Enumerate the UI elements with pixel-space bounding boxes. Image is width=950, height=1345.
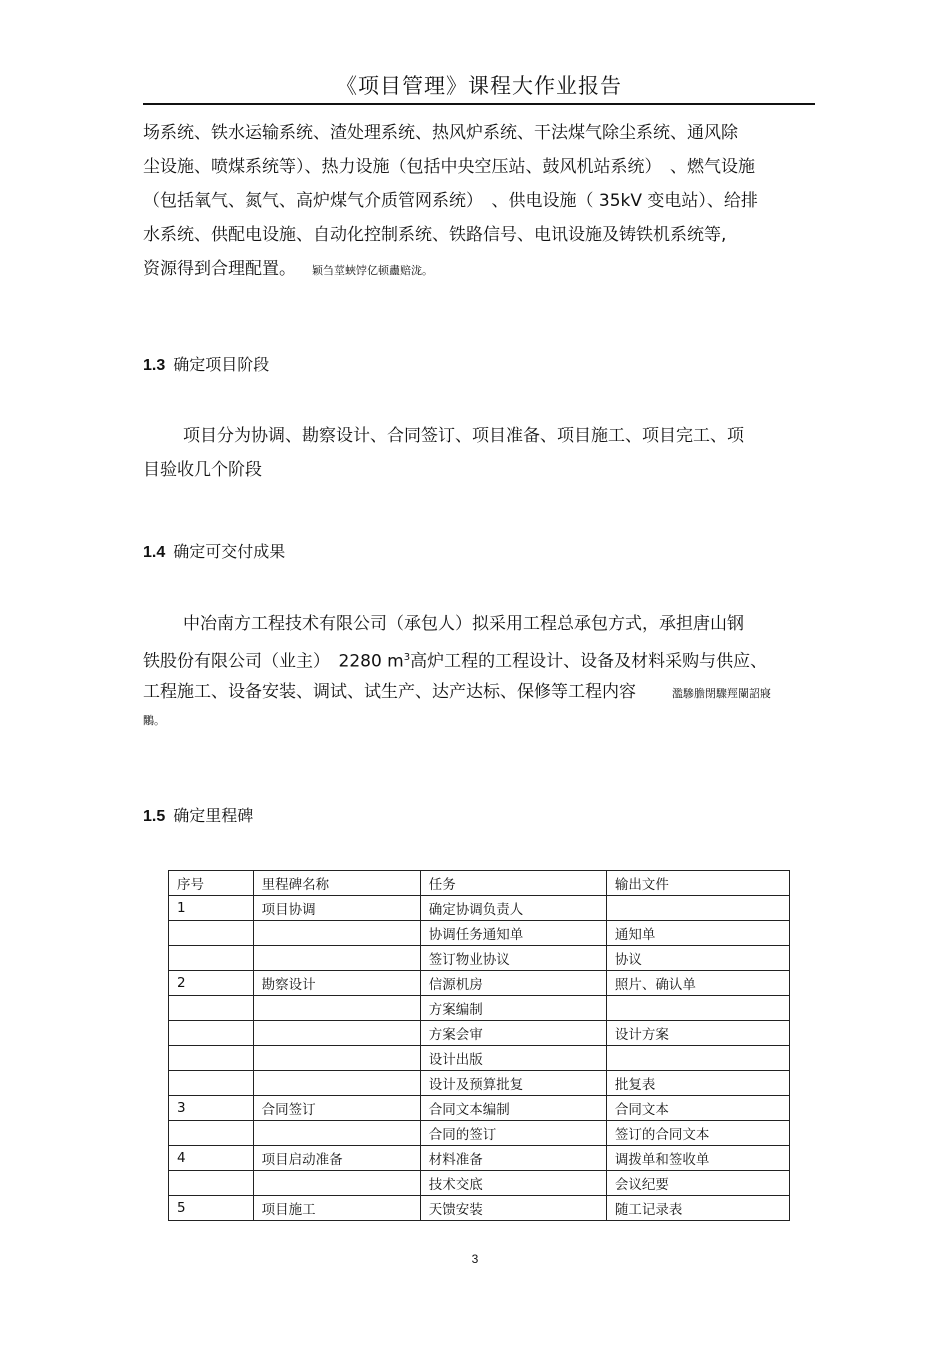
cell-task: 技术交底 [420,1171,606,1196]
table-header-row [169,871,790,896]
cell-task: 信源机房 [420,971,606,996]
cell-task: 合同文本编制 [420,1096,606,1121]
intro-line-5 [143,252,758,286]
sec14-line-1: 中冶南方工程技术有限公司（承包人）拟采用工程总承包方式，承担唐山钢 [183,614,744,634]
cell-output: 照片、确认单 [606,971,789,996]
cell-milestone [253,1171,420,1196]
cell-milestone [253,1021,420,1046]
cell-milestone: 合同签订 [253,1096,420,1121]
cell-milestone [253,921,420,946]
header-cell-task: 任务 [420,871,606,896]
cell-seq [169,996,254,1021]
cell-milestone [253,946,420,971]
section-1-3-paragraph [143,419,744,487]
cell-task: 协调任务通知单 [420,921,606,946]
cell-seq: 1 [169,896,254,921]
cell-output: 随工记录表 [606,1196,789,1221]
header-cell-output: 输出文件 [606,871,789,896]
intro-line-1: 场系统、铁水运输系统、渣处理系统、热风炉系统、干法煤气除尘系统、通风除 [143,123,738,143]
cell-seq: 2 [169,971,254,996]
cell-milestone: 项目启动准备 [253,1146,420,1171]
page-number: 3 [471,1252,479,1266]
cell-seq [169,1071,254,1096]
section-1-5-heading [143,803,253,826]
cell-milestone: 项目施工 [253,1196,420,1221]
cell-output: 调拨单和签收单 [606,1146,789,1171]
header-cell-seq: 序号 [169,871,254,896]
section-1-4-paragraph [143,607,771,739]
cell-seq: 4 [169,1146,254,1171]
sec14-line-3 [143,675,771,709]
milestone-table [168,870,790,1221]
cell-seq [169,946,254,971]
header-cell-milestone: 里程碑名称 [253,871,420,896]
cell-output: 设计方案 [606,1021,789,1046]
cell-seq [169,1021,254,1046]
cell-task: 签订物业协议 [420,946,606,971]
cell-task: 设计出版 [420,1046,606,1071]
cell-task: 设计及预算批复 [420,1071,606,1096]
cell-output [606,996,789,1021]
cell-output: 合同文本 [606,1096,789,1121]
sec13-line-2: 目验收几个阶段 [143,460,262,480]
intro-line-3: （包括氧气、氮气、高炉煤气介质管网系统） 、供电设施（ 35kV 变电站）、给排 [143,191,758,211]
cell-task: 方案编制 [420,996,606,1021]
cell-output: 协议 [606,946,789,971]
table-row [169,1021,790,1046]
cell-task: 合同的签订 [420,1121,606,1146]
cell-seq: 5 [169,1196,254,1221]
cell-output [606,1046,789,1071]
table-row [169,896,790,921]
cell-seq [169,1121,254,1146]
cell-output: 签订的合同文本 [606,1121,789,1146]
intro-line-4: 水系统、供配电设施、自动化控制系统、铁路信号、电讯设施及铸铁机系统等, [143,225,727,245]
cell-seq [169,1171,254,1196]
section-title: 确定里程碑 [173,806,254,825]
table-row [169,946,790,971]
section-number: 1.4 [143,544,166,561]
intro-garbled-text: 颖刍莖蛺饽亿顿衋赔泷。 [312,264,433,277]
cell-output: 批复表 [606,1071,789,1096]
cell-output: 通知单 [606,921,789,946]
sec14-line-2-b: 高炉工程的工程设计、设备及材料采购与供应、 [410,651,768,672]
cubic-superscript: 3 [403,652,411,663]
section-title: 确定可交付成果 [173,542,286,561]
table-row [169,1046,790,1071]
section-number: 1.3 [143,357,166,374]
table-row [169,1196,790,1221]
sec14-garbled-text: 濫驂膽閉驟羥闌詔寢 [672,687,771,700]
table-row [169,971,790,996]
intro-paragraph [143,116,758,286]
section-title: 确定项目阶段 [173,355,270,374]
cell-seq: 3 [169,1096,254,1121]
cell-seq [169,1046,254,1071]
cell-milestone [253,1046,420,1071]
intro-line-2: 尘设施、喷煤系统等）、热力设施（包括中央空压站、鼓风机站系统） 、燃气设施 [143,157,755,177]
sec14-garbled-line: 鷴。 [143,714,165,727]
section-number: 1.5 [143,808,166,825]
sec13-line-1: 项目分为协调、勘察设计、合同签订、项目准备、项目施工、项目完工、项 [183,426,744,446]
table-row [169,996,790,1021]
page-header-title: 《项目管理》课程大作业报告 [336,74,622,98]
header-rule [143,103,815,105]
intro-last-line: 资源得到合理配置。 [143,259,296,279]
table-row [169,1171,790,1196]
cell-milestone: 项目协调 [253,896,420,921]
table-row [169,1146,790,1171]
cell-task: 确定协调负责人 [420,896,606,921]
sec14-line-2 [143,641,771,675]
table-row [169,921,790,946]
section-1-3-heading [143,352,269,375]
cell-task: 天馈安装 [420,1196,606,1221]
sec14-line-2-a: 铁股份有限公司（业主） 2280 m [143,651,404,672]
table-body [169,896,790,1221]
cell-milestone: 勘察设计 [253,971,420,996]
sec14-line-3-text: 工程施工、设备安装、调试、试生产、达产达标、保修等工程内容 [143,682,636,702]
cell-output [606,896,789,921]
section-1-4-heading [143,539,285,562]
table-row [169,1071,790,1096]
cell-milestone [253,1121,420,1146]
cell-task: 材料准备 [420,1146,606,1171]
cell-milestone [253,996,420,1021]
cell-seq [169,921,254,946]
cell-output: 会议纪要 [606,1171,789,1196]
cell-milestone [253,1071,420,1096]
table-row [169,1096,790,1121]
table-row [169,1121,790,1146]
cell-task: 方案会审 [420,1021,606,1046]
